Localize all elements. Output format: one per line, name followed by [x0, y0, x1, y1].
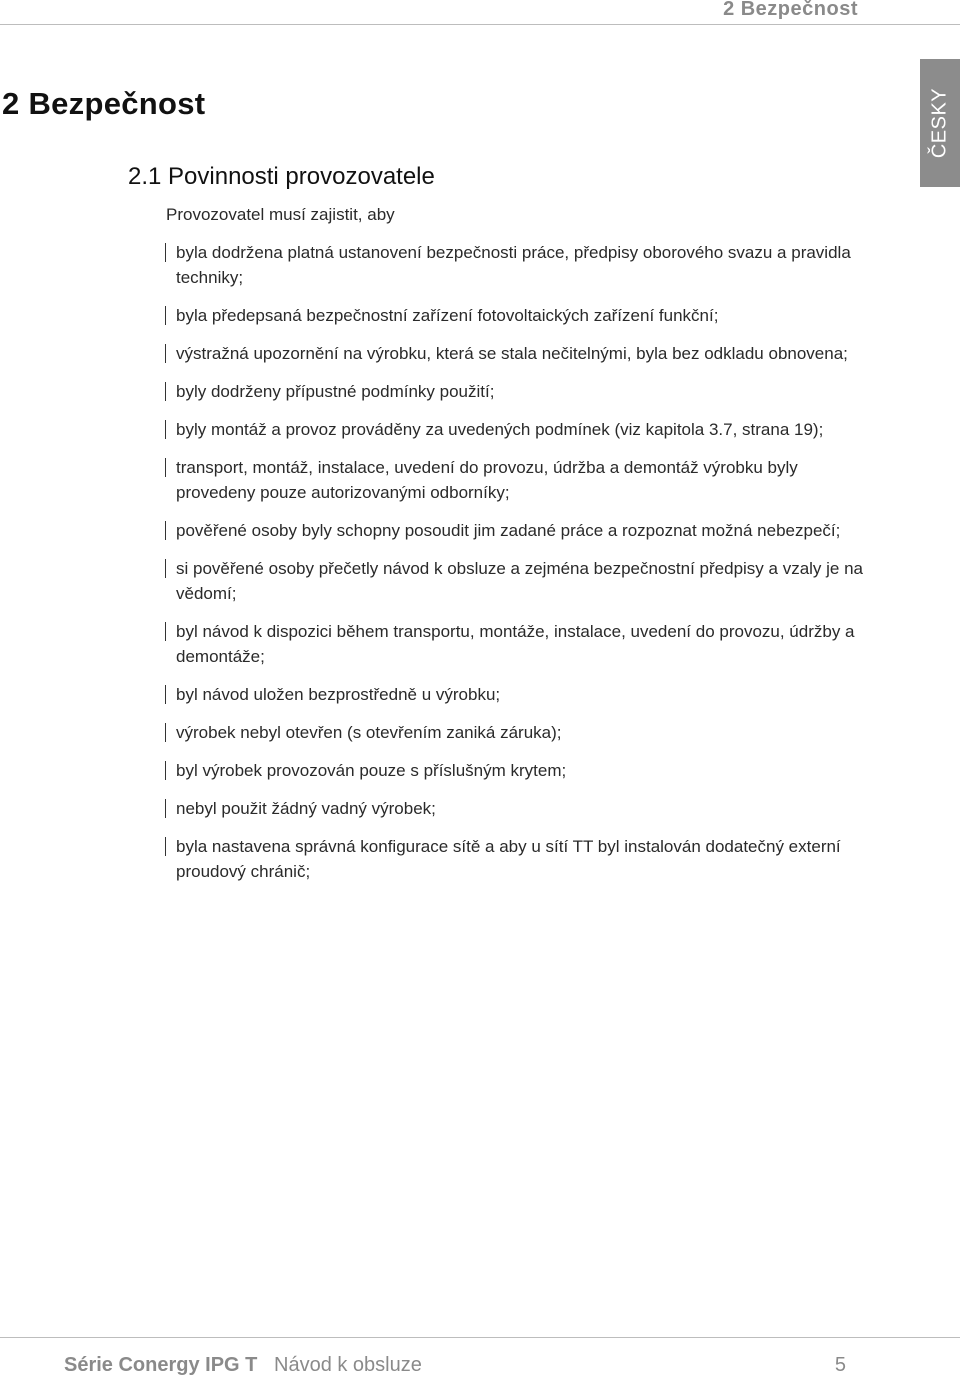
list-item: pověřené osoby byly schopny posoudit jim zadané práce a rozpoznat možná nebezpečí;	[165, 518, 865, 543]
page-number: 5	[834, 1354, 846, 1376]
chapter-title: 2 Bezpečnost	[2, 86, 206, 121]
list-item: výrobek nebyl otevřen (s otevřením zaniká záruka);	[165, 720, 865, 745]
footer	[0, 1354, 960, 1378]
section-title: 2.1 Povinnosti provozovatele	[128, 163, 435, 190]
list-item: byl návod uložen bezprostředně u výrobku;	[165, 682, 865, 707]
list-item: byl výrobek provozován pouze s příslušným krytem;	[165, 758, 865, 783]
footer-divider	[0, 1337, 960, 1338]
language-tab	[920, 59, 960, 187]
running-header-title: 2 Bezpečnost	[723, 0, 858, 20]
footer-product-name: Série Conergy IPG T	[64, 1354, 258, 1376]
list-item: transport, montáž, instalace, uvedení do provozu, údržba a demontáž výrobku byly provedeny pouze autorizovanými odborníky;	[165, 455, 865, 505]
list-item: byla nastavena správná konfigurace sítě a aby u sítí TT byl instalován dodatečný externí proudový chránič;	[165, 834, 865, 884]
list-item: byla předepsaná bezpečnostní zařízení fotovoltaických zařízení funkční;	[165, 303, 865, 328]
list-item: byl návod k dispozici během transportu, montáže, instalace, uvedení do provozu, údržby a demontáže;	[165, 619, 865, 669]
language-tab-label: ČESKY	[928, 87, 951, 159]
requirements-list	[165, 240, 865, 897]
list-item: nebyl použit žádný vadný výrobek;	[165, 796, 865, 821]
intro-text: Provozovatel musí zajistit, aby	[166, 205, 395, 224]
list-item: si pověřené osoby přečetly návod k obsluze a zejména bezpečnostní předpisy a vzaly je na vědomí;	[165, 556, 865, 606]
running-header	[0, 0, 960, 25]
list-item: byly montáž a provoz prováděny za uvedených podmínek (viz kapitola 3.7, strana 19);	[165, 417, 865, 442]
footer-document-name: Návod k obsluze	[274, 1354, 422, 1376]
list-item: byly dodrženy přípustné podmínky použití;	[165, 379, 865, 404]
list-item: byla dodržena platná ustanovení bezpečnosti práce, předpisy oborového svazu a pravidla techniky;	[165, 240, 865, 290]
list-item: výstražná upozornění na výrobku, která se stala nečitelnými, byla bez odkladu obnovena;	[165, 341, 865, 366]
